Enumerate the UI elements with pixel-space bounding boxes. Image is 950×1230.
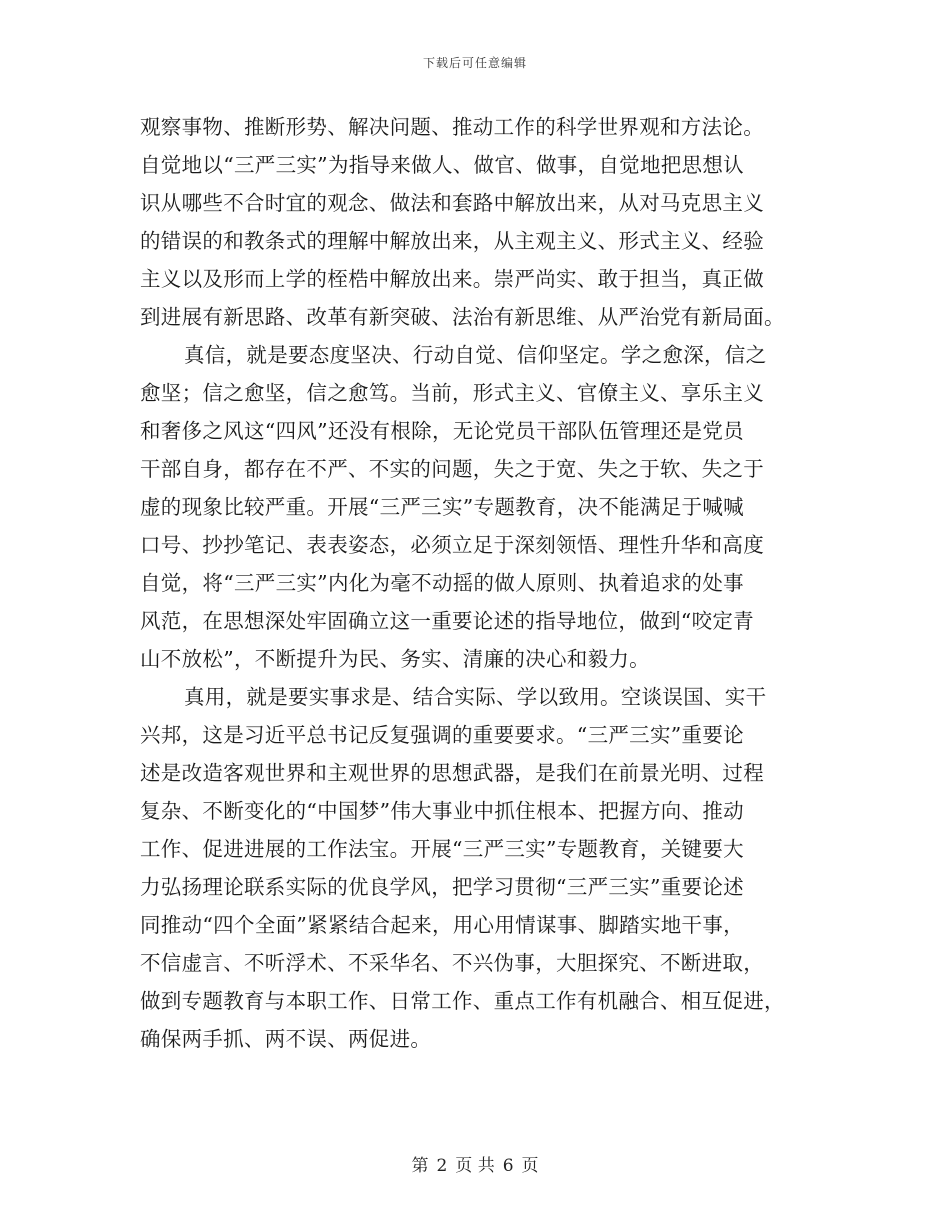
paragraph-first-line: 真信，就是要态度坚决、行动自觉、信仰坚定。学之愈深，信之 <box>184 343 767 367</box>
text-line: 做到专题教育与本职工作、日常工作、重点工作有机融合、相互促进， <box>140 989 785 1013</box>
text-line: 力弘扬理论联系实际的优良学风，把学习贯彻“三严三实”重要论述 <box>140 875 744 899</box>
text-line: 识从哪些不合时宜的观念、做法和套路中解放出来，从对马克思主义 <box>140 191 764 215</box>
text-line: 复杂、不断变化的“中国梦”伟大事业中抓住根本、把握方向、推动 <box>140 799 744 823</box>
current-page-number: 2 <box>436 1156 448 1176</box>
paragraph-first-line: 真用，就是要实事求是、结合实际、学以致用。空谈误国、实干 <box>184 685 767 709</box>
text-line: 愈坚；信之愈坚，信之愈笃。当前，形式主义、官僚主义、享乐主义 <box>140 381 764 405</box>
text-line: 兴邦，这是习近平总书记反复强调的重要要求。“三严三实”重要论 <box>140 723 744 747</box>
text-line: 不信虚言、不听浮术、不采华名、不兴伪事，大胆探究、不断进取， <box>140 951 764 975</box>
page-header: 下载后可任意编辑 <box>422 56 527 70</box>
text-line: 山不放松”，不断提升为民、务实、清廉的决心和毅力。 <box>140 647 650 671</box>
text-line: 同推动“四个全面”紧紧结合起来，用心用情谋事、脚踏实地干事， <box>140 913 744 937</box>
footer-suffix: 页 <box>521 1156 539 1176</box>
text-line: 自觉地以“三严三实”为指导来做人、做官、做事，自觉地把思想认 <box>140 153 744 177</box>
text-line: 虚的现象比较严重。开展“三严三实”专题教育，决不能满足于喊喊 <box>140 495 744 519</box>
document-body <box>140 108 812 1058</box>
text-line: 观察事物、推断形势、解决问题、推动工作的科学世界观和方法论。 <box>140 115 764 139</box>
text-line: 和奢侈之风这“四风”还没有根除，无论党员干部队伍管理还是党员 <box>140 419 744 443</box>
text-line: 干部自身，都存在不严、不实的问题，失之于宽、失之于软、失之于 <box>140 457 764 481</box>
footer-prefix: 第 <box>411 1156 429 1176</box>
text-line: 的错误的和教条式的理解中解放出来，从主观主义、形式主义、经验 <box>140 229 764 253</box>
page-footer <box>0 1151 950 1176</box>
total-page-count: 6 <box>502 1156 514 1176</box>
text-line: 主义以及形而上学的桎梏中解放出来。崇严尚实、敢于担当，真正做 <box>140 267 764 291</box>
text-line: 口号、抄抄笔记、表表姿态，必须立足于深刻领悟、理性升华和高度 <box>140 533 764 557</box>
footer-middle: 页 共 <box>455 1156 495 1176</box>
text-line: 风范，在思想深处牢固确立这一重要论述的指导地位，做到“咬定青 <box>140 609 754 633</box>
text-line: 自觉，将“三严三实”内化为毫不动摇的做人原则、执着追求的处事 <box>140 571 744 595</box>
text-line: 述是改造客观世界和主观世界的思想武器，是我们在前景光明、过程 <box>140 761 764 785</box>
text-line: 到进展有新思路、改革有新突破、法治有新思维、从严治党有新局面。 <box>140 305 785 329</box>
text-line: 确保两手抓、两不误、两促进。 <box>140 1027 432 1051</box>
text-line: 工作、促进进展的工作法宝。开展“三严三实”专题教育，关键要大 <box>140 837 744 861</box>
